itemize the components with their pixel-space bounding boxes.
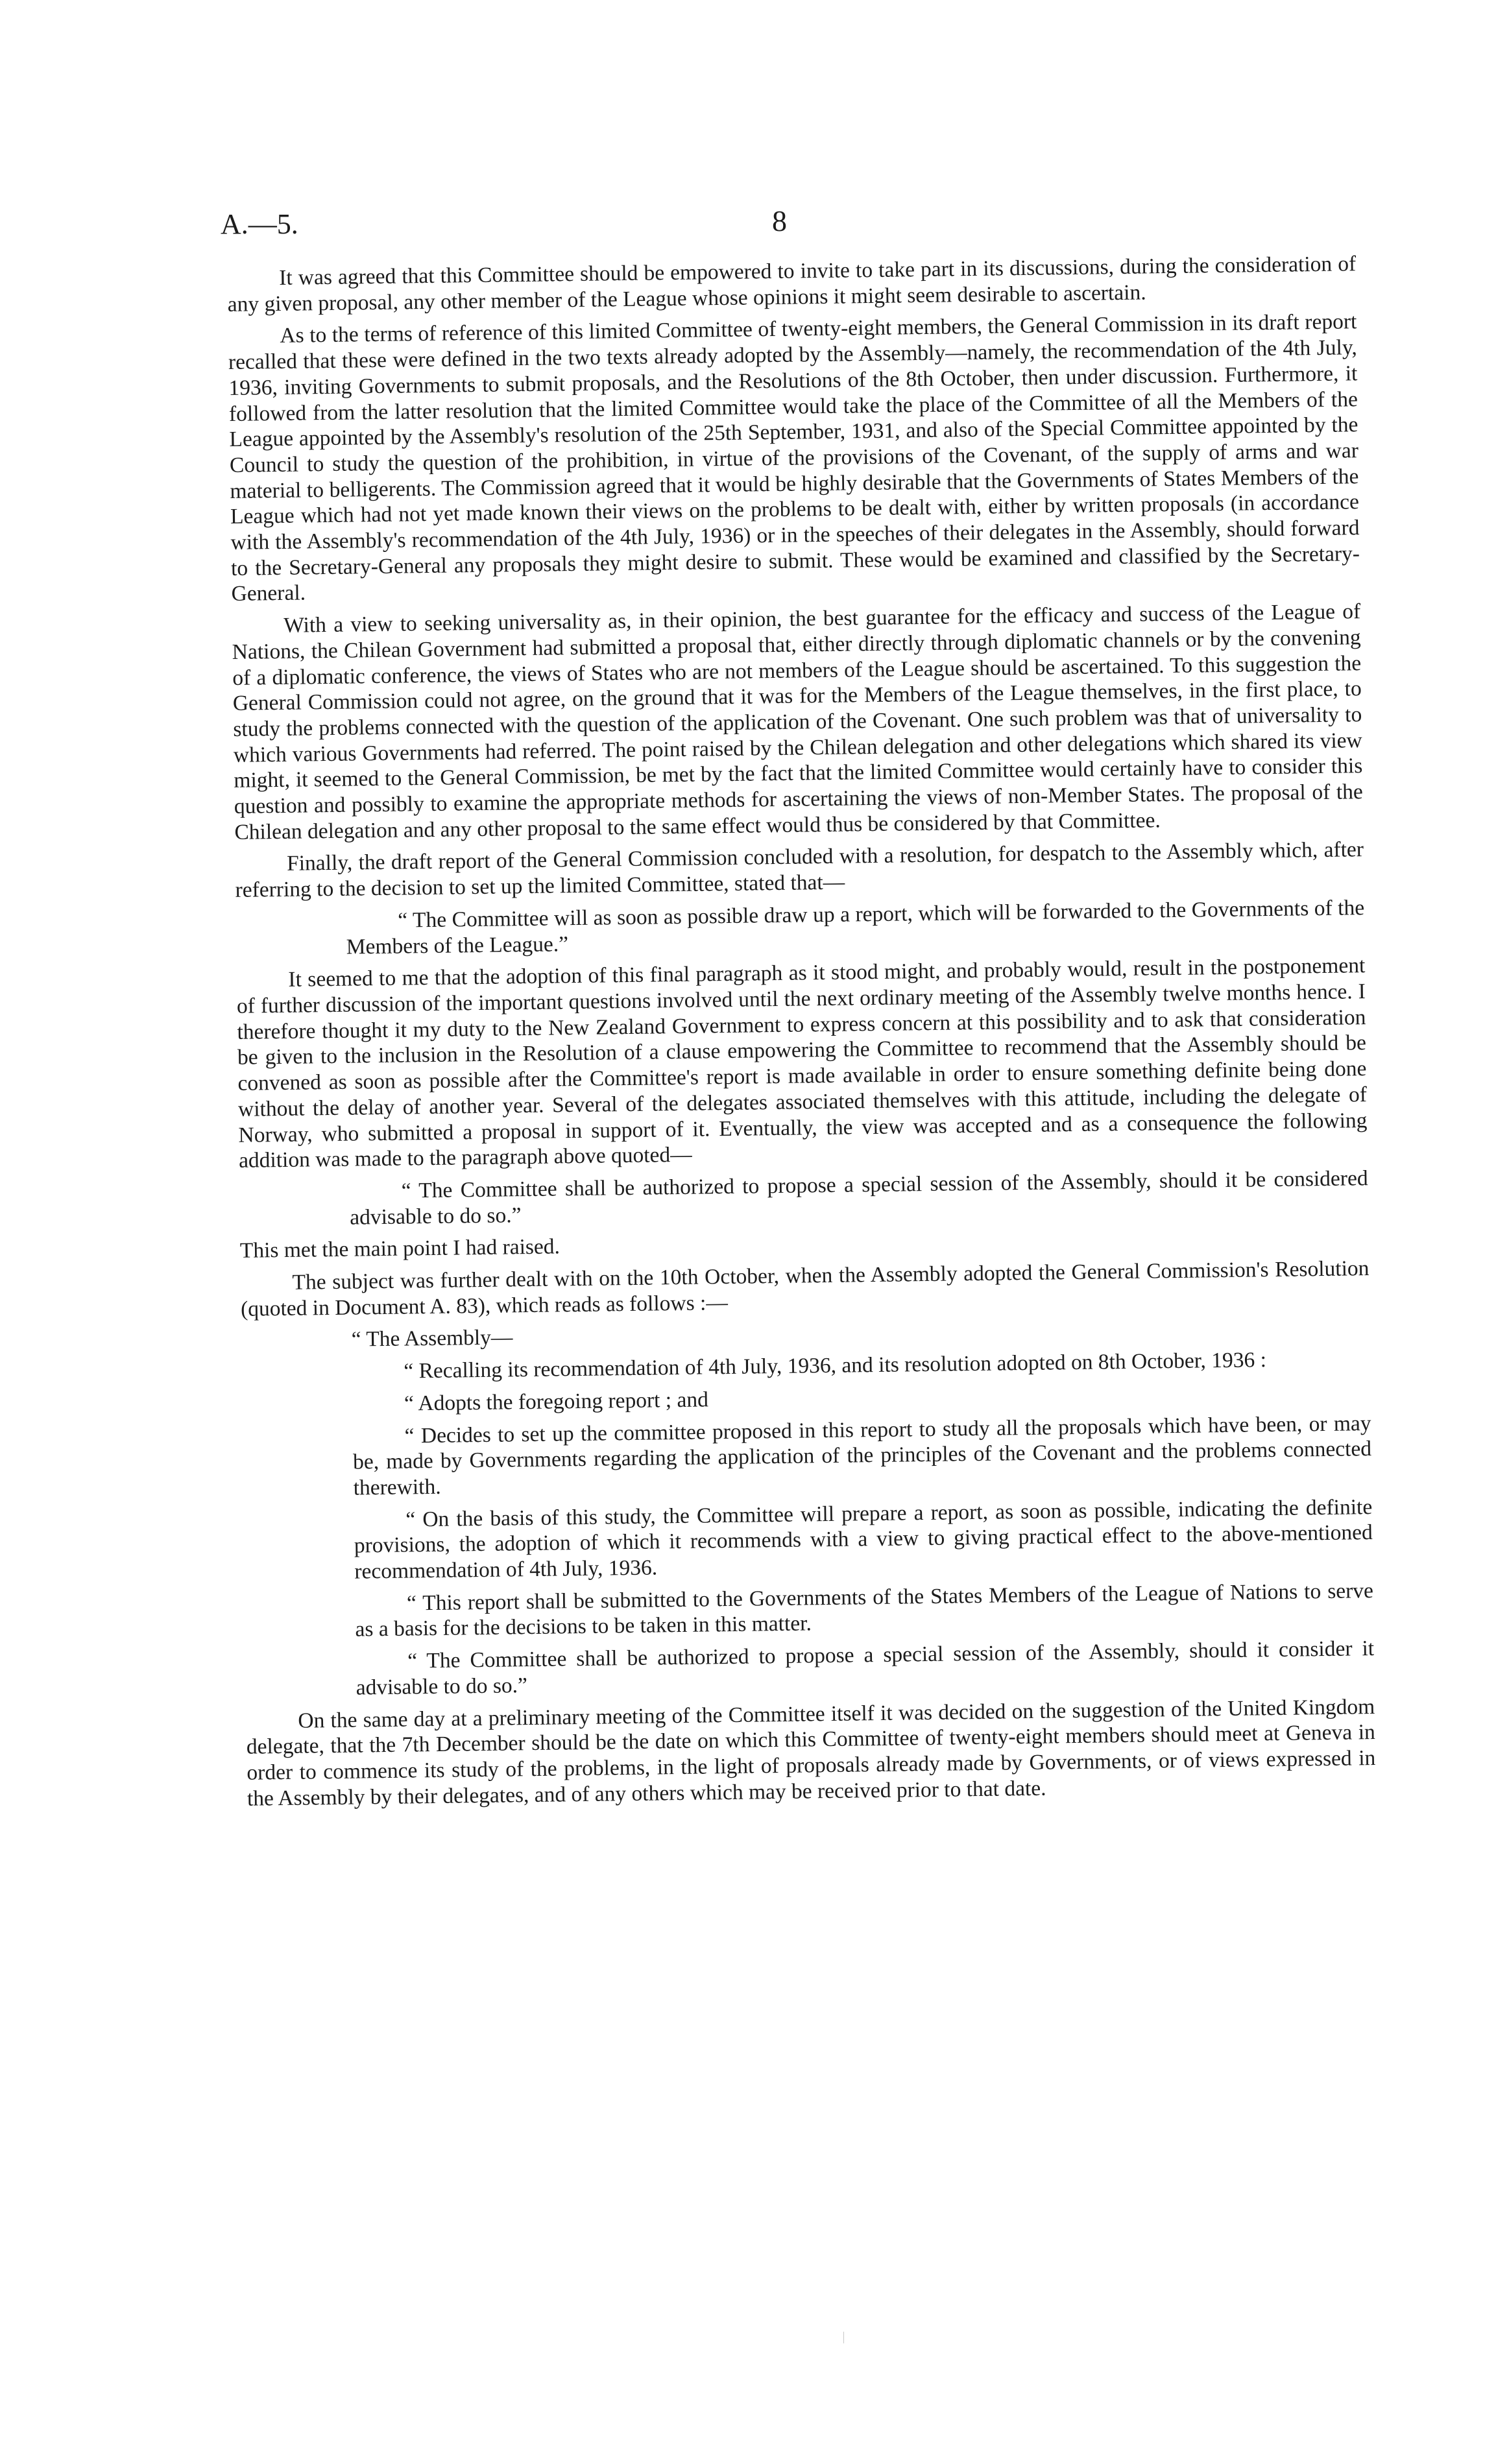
paragraph: The subject was further dealt with on the 10th October, when the Assembly adopted the General Commission's Resolution (quoted in Document A. 83), which reads as follows :—: [240, 1256, 1370, 1321]
scan-mark: [843, 2332, 844, 2343]
resolution-clause: “ The Committee shall be authorized to propose a special session of the Assembly, should it consider it advisable to do so.”: [356, 1636, 1375, 1700]
quoted-paragraph: “ The Committee will as soon as possible draw up a report, which will be forwarded to the Governments of the Members of the League.”: [346, 896, 1365, 959]
paragraph: As to the terms of reference of this limited Committee of twenty-eight members, the General Commission in its draft report recalled that these were defined in the two texts already adopted by the Assembly—namely, the recommendation of the 4th July, 1936, inviting Governments to submit proposals, and the Resolutions of the 8th October, then under discussion. Furthermore, it followed from the latter resolution that the limited Committee would take the place of the Committee of all the Members of the League appointed by the Assembly's resolution of the 25th September, 1931, and also of the Special Committee appointed by the Council to study the question of the prohibition, in virtue of the provisions of the Covenant, of the supply of arms and war material to belligerents. The Commission agreed that it would be highly desirable that the Governments of States Members of the League which had not yet made known their views on the problems to be dealt with, either by written proposals (in accordance with the Assembly's recommendation of the 4th July, 1936) or in the speeches of their delegates in the Assembly, should forward to the Secretary-General any proposals they might desire to submit. These would be examined and classified by the Secretary-General.: [228, 309, 1360, 606]
quoted-paragraph: “ The Committee shall be authorized to propose a special session of the Assembly, should it be considered advisable to do so.”: [349, 1166, 1368, 1230]
paragraph: Finally, the draft report of the General Commission concluded with a resolution, for despatch to the Assembly which, after referring to the decision to set up the limited Committee, stated that—: [235, 837, 1364, 903]
paragraph: This met the main point I had raised.: [239, 1234, 561, 1263]
resolution-clause: “ This report shall be submitted to the Governments of the States Members of the League of Nations to serve as a basis for the decisions to be taken in this matter.: [355, 1578, 1374, 1642]
document-reference: A.—5.: [221, 208, 298, 240]
paragraph: It seemed to me that the adoption of this final paragraph as it stood might, and probably would, result in the postponement of further discussion of the important questions involved until the next ordinary meeting of the Assembly twelve months hence. I therefore thought it my duty to the New Zealand Government to express concern at this possibility and to ask that consideration be given to the inclusion in the Resolution of a clause empowering the Committee to recommend that the Assembly should be convened as soon as possible after the Committee's report is made available in order to ensure something definite being done without the delay of another year. Several of the delegates associated themselves with this attitude, including the delegate of Norway, who submitted a proposal in support of it. Eventually, the view was accepted and as a consequence the following addition was made to the paragraph above quoted—: [236, 953, 1368, 1173]
paragraph: With a view to seeking universality as, in their opinion, the best guarantee for the efficacy and success of the League of Nations, the Chilean Government had submitted a proposal that, either directly through diplomatic channels or by the convening of a diplomatic conference, the views of States who are not members of the League should be ascertained. To this suggestion the General Commission could not agree, on the ground that it was for the Members of the League themselves, in the first place, to study the problems connected with the question of the application of the Covenant. One such problem was that of universality to which various Governments had referred. The point raised by the Chilean delegation and other delegations which shared its view might, it seemed to the General Commission, be met by the fact that the limited Committee would certainly have to consider this question and possibly to examine the appropriate methods for ascertaining the views of non-Member States. The proposal of the Chilean delegation and any other proposal to the same effect would thus be considered by that Committee.: [232, 599, 1364, 844]
paragraph: On the same day at a preliminary meeting of the Committee itself it was decided on the suggestion of the United Kingdom delegate, that the 7th December should be the date on which this Committee of twenty-eight members should meet at Geneva in order to commence its study of the problems, in the light of proposals already made by Governments, or of views expressed in the Assembly by their delegates, and of any others which may be received prior to that date.: [246, 1694, 1376, 1811]
page-number: 8: [772, 204, 787, 237]
resolution-clause: “ Decides to set up the committee proposed in this report to study all the proposals which have been, or may be, made by Governments regarding the application of the principles of the Covenant and the problems connected therewith.: [352, 1411, 1372, 1500]
page-header: [221, 204, 1362, 246]
paragraph: It was agreed that this Committee should be empowered to invite to take part in its discussions, during the consideration of any given proposal, any other member of the League whose opinions it might seem desirable to ascertain.: [227, 252, 1357, 317]
resolution-clause: “ Recalling its recommendation of 4th July, 1936, and its resolution adopted on 8th October, 1936 :: [404, 1348, 1267, 1383]
resolution-clause: “ Adopts the foregoing report ; and: [404, 1387, 709, 1416]
resolution-clause: “ On the basis of this study, the Committee will prepare a report, as soon as possible, indicating the definite provisions, the adoption of which it recommends with a view to giving practical effect to the above-mentioned recommendation of 4th July, 1936.: [354, 1494, 1373, 1584]
document-body: [227, 251, 1376, 1818]
resolution-heading: “ The Assembly—: [351, 1325, 513, 1352]
